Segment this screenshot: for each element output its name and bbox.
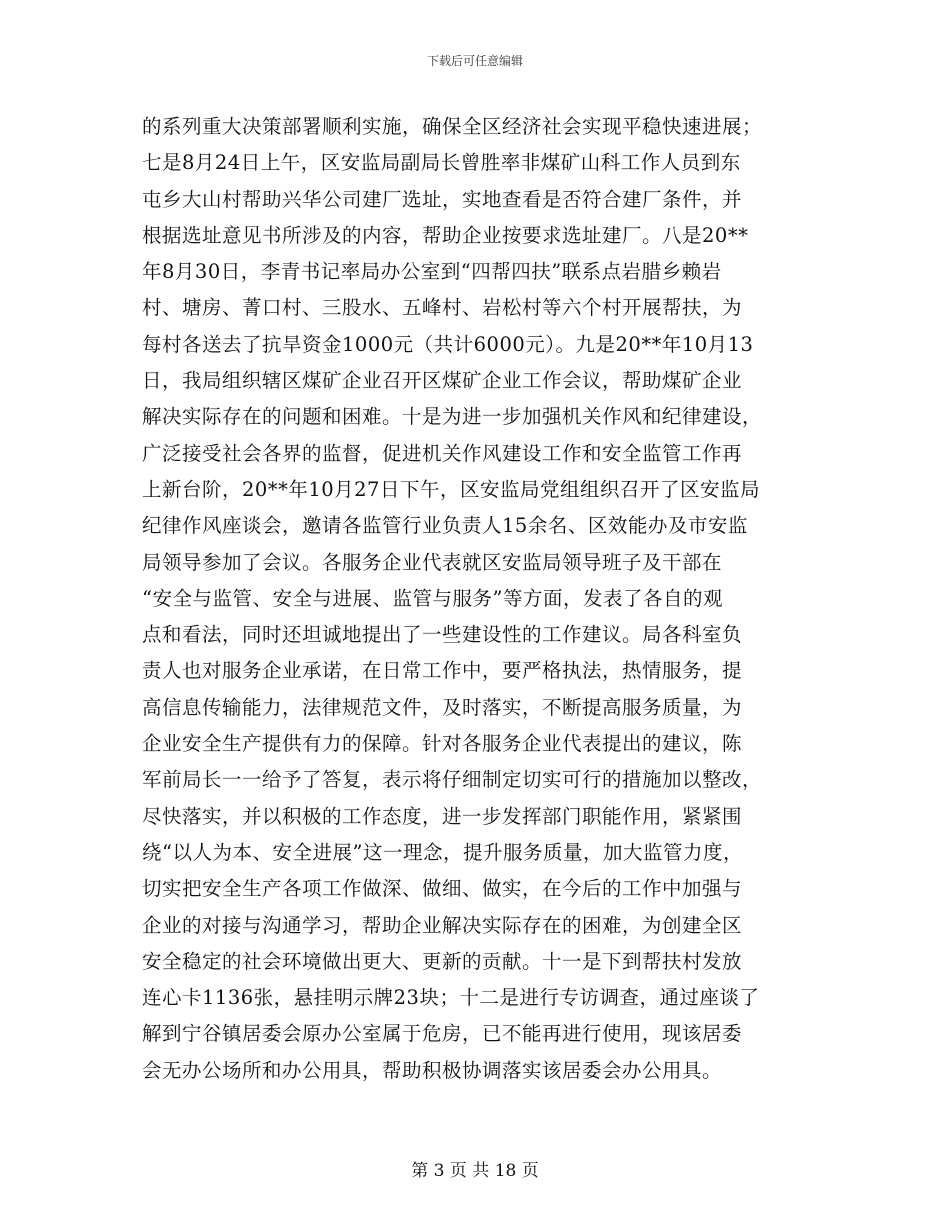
text-line: 年8月30日，李青书记率局办公室到“四帮四扶”联系点岩腊乡赖岩 xyxy=(142,260,722,284)
text-line: “安全与监管、安全与进展、监管与服务”等方面，发表了各自的观 xyxy=(142,586,723,610)
text-line: 军前局长一一给予了答复，表示将仔细制定切实可行的措施加以整改， xyxy=(142,768,763,792)
text-line: 纪律作风座谈会，邀请各监管行业负责人15余名、区效能办及市安监 xyxy=(142,514,748,538)
text-line: 企业安全生产提供有力的保障。针对各服务企业代表提出的建议，陈 xyxy=(142,732,743,756)
text-line: 根据选址意见书所涉及的内容，帮助企业按要求选址建厂。八是20** xyxy=(142,223,749,247)
text-line: 解到宁谷镇居委会原办公室属于危房，已不能再进行使用，现该居委 xyxy=(142,1022,743,1046)
text-line: 七是8月24日上午，区安监局副局长曾胜率非煤矿山科工作人员到东 xyxy=(142,151,741,175)
text-line: 上新台阶，20**年10月27日下午，区安监局党组组织召开了区安监局 xyxy=(142,477,760,501)
text-line: 解决实际存在的问题和困难。十是为进一步加强机关作风和纪律建设， xyxy=(142,405,763,429)
text-line: 每村各送去了抗旱资金1000元（共计6000元）。九是20**年10月13 xyxy=(142,332,754,356)
text-line: 的系列重大决策部署顺利实施，确保全区经济社会实现平稳快速进展； xyxy=(142,115,763,138)
text-line: 安全稳定的社会环境做出更大、更新的贡献。十一是下到帮扶村发放 xyxy=(142,949,743,973)
text-line: 责人也对服务企业承诺，在日常工作中，要严格执法，热情服务，提 xyxy=(142,659,743,683)
text-line: 绕“以人为本、安全进展”这一理念，提升服务质量，加大监管力度， xyxy=(142,840,743,864)
text-line: 连心卡1136张，悬挂明示牌23块；十二是进行专访调查，通过座谈了 xyxy=(142,986,760,1010)
body-text xyxy=(142,109,812,1089)
text-line: 屯乡大山村帮助兴华公司建厂选址，实地查看是否符合建厂条件，并 xyxy=(142,187,743,211)
text-line: 村、塘房、菁口村、三股水、五峰村、岩松村等六个村开展帮扶，为 xyxy=(142,296,743,320)
text-line: 局领导参加了会议。各服务企业代表就区安监局领导班子及干部在 xyxy=(142,550,723,574)
text-line: 会无办公场所和办公用具，帮助积极协调落实该居委会办公用具。 xyxy=(142,1058,723,1082)
text-line: 切实把安全生产各项工作做深、做细、做实，在今后的工作中加强与 xyxy=(142,877,743,901)
page-number-footer: 第 3 页 共 18 页 xyxy=(411,1161,539,1181)
page-header: 下载后可任意编辑 xyxy=(426,54,523,68)
text-line: 广泛接受社会各界的监督，促进机关作风建设工作和安全监管工作再 xyxy=(142,441,743,465)
text-line: 高信息传输能力，法律规范文件，及时落实，不断提高服务质量，为 xyxy=(142,695,743,719)
text-line: 日，我局组织辖区煤矿企业召开区煤矿企业工作会议，帮助煤矿企业 xyxy=(142,369,743,393)
text-line: 尽快落实，并以积极的工作态度，进一步发挥部门职能作用，紧紧围 xyxy=(142,804,743,828)
text-line: 企业的对接与沟通学习，帮助企业解决实际存在的困难，为创建全区 xyxy=(142,913,743,937)
text-line: 点和看法，同时还坦诚地提出了一些建设性的工作建议。局各科室负 xyxy=(142,623,743,647)
